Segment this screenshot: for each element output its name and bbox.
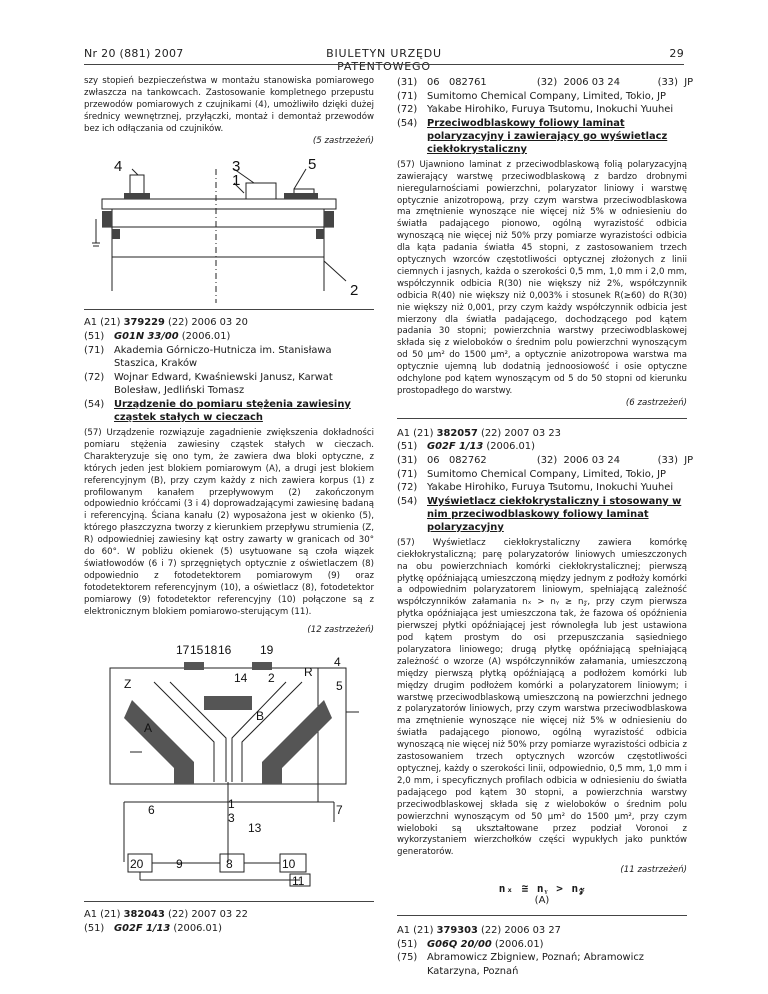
fig2-label-14: 14 [234,671,248,686]
abstract: (57) Ujawniono laminat z przeciwodblaskową folią polaryzacyjną zawierający warstwę przeciwodblaskową z bardzo drobnymi nieregularnościami powierzchni, polaryzator liniowy i warstwę optycznie anizotropową, przy czym warstwa przeciwodblaskowa ma zmętnienie wynoszące nie więcej niż 5% w odniesieniu do światła padającego pionowo, ogólną wyrazistość odbicia wynoszącą nie więcej niż 50% przy pomiarze wyrazistości odbicia dla kąta padania światła 45 stopni, z zastosowaniem trzech optycznych wzorców częstotliwości optycznej złożonych z linii ciemnych i jasnych, każda o szerokości 0,5 mm, 1,0 mm i 2,0 mm, współczynnik odbicia R(30) nie większy niż 2%, współczynnik odbicia R(40) nie większy niż 0,003% i stosunek R(≥60) do R(30) nie większy niż 0,001, przy czym każdy współczynnik odbicia jest mierzony dla światła padającego, dochodzącego pod kątem padania 30 stopni; powierzchnia warstwy przeciwodblaskowej składa się z wieloboków o średnim polu powierzchni wynoszącym od 50 µm² do 1500 µm², a optycznie anizotropowa warstwa ma optycznie ujemną lub dodatnią jednoosiowość i osie optyczne odchylone pod kątem wynoszącym od 5 do 50 stopni od kierunku prostopadłego do warstwy. [397,159,687,396]
inventors: Wojnar Edward, Kwaśniewski Janusz, Karwat Bolesław, Jedliński Tomasz [114,371,333,397]
entry-line-21-22: A1 (21) 379303 (22) 2006 03 27 [397,924,561,936]
fig1-label-1: 1 [232,172,241,190]
page-number: 29 [669,47,684,60]
entry-line-21-22: A1 (21) 379229 (22) 2006 03 20 [84,317,248,329]
fig1-label-3: 3 [232,158,241,176]
application-number: 379303 [436,924,478,936]
entry-382043-continued: (31) 06 082761 (32) 2006 03 24 (33) JP (71) Sumitomo Chemical Company, Limited, Tokio, JP (72) Yakabe Hirohiko, Furuya Tsutomu, Inokuchi Yuuhei [397,77,694,116]
applicant: Akademia Górniczo-Hutnicza im. Stanisława Staszica, Kraków [114,344,332,370]
invention-title: Wyświetlacz ciekłokrystaliczny i stosowany w nim przeciwodblaskowy foliowy laminat polaryzacyjny [427,495,682,533]
formula-label: (A) [534,895,550,907]
fig2-label-2: 2 [268,671,275,686]
priority: 06 082762 (32) 2006 03 24 (33) JP [427,455,694,466]
ipc-code: G02F 1/13 [427,441,484,453]
fig2-label-B: B [256,709,265,724]
fig2-label-16: 16 [218,643,232,658]
fig1-label-4: 4 [114,158,123,176]
claims-count: (6 zastrzeżeń) [625,397,687,408]
fig2-label-1: 1 [228,797,235,812]
entry-379303: A1 (21) 379303 (22) 2006 03 27 (51) G06Q 20/00 (2006.01) (75) Abramowicz Zbigniew, Poznań; Abramowicz Katarzyna, Poznań [397,924,687,978]
application-number: 379229 [123,317,165,329]
ipc-code: G06Q 20/00 [427,938,492,950]
application-number: 382043 [123,909,165,921]
claims-count: (11 zastrzeżeń) [620,865,687,876]
left-column: szy stopień bezpieczeństwa w montażu stanowiska pomiarowego zwłaszcza na tankowcach. Zastosowanie kompletnego przepustu przewodów pomiarowych z czujnikami (4), umożliwiło dzięki dużej średnicy wewnętrznej, przyłączki, montaż i demontaż przewodów bez ich odłączania od czujników. (5 zastrzeżeń) 4 3 5 1 2 A1 (21) 379229 (22) 2006 03 20 (51) G01N 33/00 (2006.01) (71) Akademia Górniczo-Hutnicza im. Stanisława Staszica, Kraków (72) Wojnar Edward, Kwaśniewski Janusz, Karwat Bolesław, Jedliński Tomasz (54) Urządzenie do pomiaru stężenia zawiesiny cząstek stałych w cieczach (57) Urządzenie rozwiązuje zagadnienie zwiększenia dokładności pomiaru stężenia zawiesiny cząstek stałych w cieczach. Charakteryzuje się ono tym, że zawiera dwa bloki optyczne, z których jeden jest blokiem pomiarowym (A), a drugi jest blokiem referencyjnym (B), przy czym każdy z nich zawiera korpus (1) z profilowanym kanałem przepływowym (2) zakończonym odpowiednio króćcami (3 i 4) doprowadzającymi zawiesinę badaną i referencyjną. Ściana kanału (2) wyposażona jest w okienko (5), którego płaszczyzna tworzy z kierunkiem przepływu strumienia (Z, R) odpowiedniej zawiesiny kąt ostry zawarty w granicach od 30° do 60°. W pobliżu okienek (5) usytuowane są czoła wiązek światłowodów (6 i 7) sprzęgniętych optycznie z oświetlaczem (8) odpowiednio z fotodetektorem pomiarowym (9) oraz fotodetektorem referencyjnym (10), a oświetlacz (8), fotodetektor pomiarowy (9) fotodetektor referencyjny (10) połączone są z elektronicznym blokiem pomiarowo-sterującym (11). (12 zastrzeżeń) 17 15 18 16 19 4 Z 14 2 R 5 A B 1 3 7 6 13 20 9 8 10 11 A1 (21) 382043 (22) 2007 03 22 (51) G02F 1/13 (2006.01) [84,76,374,934]
fig2-label-19: 19 [260,643,274,658]
application-number: 382057 [436,427,478,439]
fig2-label-Z: Z [124,677,132,692]
fig2-label-11: 11 [292,874,305,888]
fig2-label-R: R [304,665,313,680]
right-column: (31) 06 082761 (32) 2006 03 24 (33) JP (71) Sumitomo Chemical Company, Limited, Tokio, JP (72) Yakabe Hirohiko, Furuya Tsutomu, Inokuchi Yuuhei (54) Przeciwodblaskowy foliowy laminat polaryzacyjny i zawierający go wyświetlacz ciekłokrystaliczny (57) Ujawniono laminat z przeciwodblaskową folią polaryzacyjną zawierający warstwę przeciwodblaskową z bardzo drobnymi nieregularnościami powierzchni, polaryzator liniowy i warstwę optycznie anizotropową, przy czym warstwa przeciwodblaskowa ma zmętnienie wynoszące nie więcej niż 5% w odniesieniu do światła padającego pionowo, ogólną wyrazistość odbicia wynoszącą nie więcej niż 50% przy pomiarze wyrazistości odbicia dla kąta padania światła 45 stopni, z zastosowaniem trzech optycznych wzorców częstotliwości optycznej złożonych z linii ciemnych i jasnych, każda o szerokości 0,5 mm, 1,0 mm i 2,0 mm, współczynnik odbicia R(30) nie większy niż 2%, współczynnik odbicia R(40) nie większy niż 0,003% i stosunek R(≥60) do R(30) nie większy niż 0,001, przy czym każdy współczynnik odbicia jest mierzony dla światła padającego, dochodzącego pod kątem padania 30 stopni; powierzchnia warstwy przeciwodblaskowej składa się z wieloboków o średnim polu powierzchni wynoszącym od 50 µm² do 1500 µm², a optycznie anizotropowa warstwa ma optycznie ujemną lub dodatnią jednoosiowość i osie optyczne odchylone pod kątem wynoszącym od 5 do 50 stopni od kierunku prostopadłego do warstwy. (6 zastrzeżeń) A1 (21) 382057 (22) 2007 03 23 (51) G02F 1/13 (2006.01) (31) 06 082762 (32) 2006 03 24 (33) JP (71) Sumitomo Chemical Company, Limited, Tokio, JP (72) Yakabe Hirohiko, Furuya Tsutomu, Inokuchi Yuuhei (54) Wyświetlacz ciekłokrystaliczny i stosowany w nim przeciwodblaskowy foliowy laminat polaryzacyjny (57) Wyświetlacz ciekłokrystaliczny zawiera komórkę ciekłokrystaliczną; parę polaryzatorów liniowych umieszczonych na obu powierzchniach komórki ciekłokrystalicznej; pierwszą płytkę opóźniającą umieszczoną między jednym z podłoży komórki a odpowiednim polaryzatorem liniowym, spełniającą zależność współczynników załamania nₓ > nᵧ ≥ n𝓏, przy czym pierwsza płytka opóźniająca jest umieszczona tak, że fazowa oś opóźnienia pierwszej płytki opóźniającej jest równoległa lub jest ustawiona pod kątem prostym do osi przepuszczania sąsiedniego polaryzatora liniowego; drugą płytkę opóźniającą spełniającą zależność o wzorze (A) współczynników załamania, umieszczoną między pierwszą płytką opóźniającą a podłożem komórki lub między drugim podłożem komórki a polaryzatorem liniowym; i warstwę przeciwodblaskową umieszczoną na powierzchni jednego z polaryzatorów liniowych, przy czym warstwa przeciwodblaskowa ma zmętnienie wynoszące nie więcej niż 5% w odniesieniu do światła padającego pionowo, ogólną wyrazistość odbicia wynoszącą nie więcej niż 50% przy pomiarze wyrazistości odbicia z zastosowaniem trzech optycznych wzorców częstotliwości optycznej, każdy o szerokości linii, odpowiednio, 0,5 mm, 1,0 mm i 2,0 mm, i specyficznych profilach odbicia w odniesieniu do światła padającego pod kątem 30 stopni, a powierzchnia warstwy przeciwodblaskowej składa się z wieloboków o średnim polu powierzchni wynoszącym od 50 µm² do 1500 µm², przy czym wieloboki są ukształtowane przez podział Voronoi z wykorzystaniem wierzchołków części wypukłych jako punktów generatorów. (11 zastrzeżeń) nₓ ≅ nᵧ > n𝓏 (A) A1 (21) 379303 (22) 2006 03 27 (51) G06Q 20/00 (2006.01) (75) Abramowicz Zbigniew, Poznań; Abramowicz Katarzyna, Poznań [397,77,694,977]
fig2-label-13: 13 [248,821,262,836]
fig2-label-3: 3 [228,811,235,826]
figure-measuring-stand [84,153,374,303]
intro-claims: (5 zastrzeżeń) [312,135,374,146]
fig1-label-5: 5 [308,156,317,174]
fig2-label-4: 4 [334,655,341,670]
inventors: Yakabe Hirohiko, Furuya Tsutomu, Inokuchi Yuuhei [427,482,674,494]
fig2-label-10: 10 [282,857,296,872]
entry-line-21-22: A1 (21) 382057 (22) 2007 03 23 [397,427,561,439]
entry-379229: A1 (21) 379229 (22) 2006 03 20 (51) G01N 33/00 (2006.01) (71) Akademia Górniczo-Hutnicza im. Stanisława Staszica, Kraków (72) Wojnar Edward, Kwaśniewski Janusz, Karwat Bolesław, Jedliński Tomasz [84,316,374,398]
fig2-label-18: 18 [204,643,218,658]
intro-text: szy stopień bezpieczeństwa w montażu stanowiska pomiarowego zwłaszcza na tankowcach. Zastosowanie kompletnego przepustu przewodów pomiarowych z czujnikami (4), umożliwiło dzięki dużej średnicy wewnętrznej, przyłączki, montaż i demontaż przewodów bez ich odłączania od czujników. [84,76,374,134]
fig2-label-6: 6 [148,803,155,818]
inventors: Yakabe Hirohiko, Furuya Tsutomu, Inokuchi Yuuhei [427,104,674,116]
fig2-label-8: 8 [226,857,233,872]
invention-title: Przeciwodblaskowy foliowy laminat polaryzacyjny i zawierający go wyświetlacz ciekłokrystaliczny [427,117,668,155]
ipc-code: G02F 1/13 [114,923,171,934]
invention-title: Urządzenie do pomiaru stężenia zawiesiny cząstek stałych w cieczach [114,399,351,423]
abstract: (57) Urządzenie rozwiązuje zagadnienie zwiększenia dokładności pomiaru stężenia zawiesiny cząstek stałych w cieczach. Charakteryzuje się ono tym, że zawiera dwa bloki optyczne, z których jeden jest blokiem pomiarowym (A), a drugi jest blokiem referencyjnym (B), przy czym każdy z nich zawiera korpus (1) z profilowanym kanałem przepływowym (2) zakończonym odpowiednio króćcami (3 i 4) doprowadzającymi zawiesinę badaną i referencyjną. Ściana kanału (2) wyposażona jest w okienko (5), którego płaszczyzna tworzy z kierunkiem przepływu strumienia (Z, R) odpowiedniej zawiesiny kąt ostry zawarty w granicach od 30° do 60°. W pobliżu okienek (5) usytuowane są czoła wiązek światłowodów (6 i 7) sprzęgniętych optycznie z oświetlaczem (8) odpowiednio z fotodetektorem pomiarowym (9) oraz fotodetektorem referencyjnym (10), a oświetlacz (8), fotodetektor pomiarowy (9) fotodetektor referencyjny (10) połączone są z elektronicznym blokiem pomiarowo-sterującym (11). [84,428,374,617]
ipc-code: G01N 33/00 [114,331,179,343]
fig2-label-5: 5 [336,679,343,694]
header-rule [84,64,684,65]
fig2-label-7: 7 [336,803,343,818]
priority: 06 082761 (32) 2006 03 24 (33) JP [427,77,694,88]
entry-382043: A1 (21) 382043 (22) 2007 03 22 (51) G02F 1/13 (2006.01) [84,908,374,935]
entry-line-21-22: A1 (21) 382043 (22) 2007 03 22 [84,909,248,921]
fig2-label-A: A [144,721,153,736]
fig2-label-17: 17 [176,643,190,658]
fig2-label-15: 15 [190,643,204,658]
abstract: (57) Wyświetlacz ciekłokrystaliczny zawiera komórkę ciekłokrystaliczną; parę polaryzatorów liniowych umieszczonych na obu powierzchniach komórki ciekłokrystalicznej; pierwszą płytkę opóźniającą umieszczoną między jednym z podłoży komórki a odpowiednim polaryzatorem liniowym, spełniającą zależność współczynników załamania nₓ > nᵧ ≥ n𝓏, przy czym pierwsza płytka opóźniająca jest umieszczona tak, że fazowa oś opóźnienia pierwszej płytki opóźniającej jest równoległa lub jest ustawiona pod kątem prostym do osi przepuszczania sąsiedniego polaryzatora liniowego; drugą płytkę opóźniającą spełniającą zależność o wzorze (A) współczynników załamania, umieszczoną między pierwszą płytką opóźniającą a podłożem komórki lub między drugim podłożem komórki a polaryzatorem liniowym; i warstwę przeciwodblaskową umieszczoną na powierzchni jednego z polaryzatorów liniowych, przy czym warstwa przeciwodblaskowa ma zmętnienie wynoszące nie więcej niż 5% w odniesieniu do światła padającego pionowo, ogólną wyrazistość odbicia wynoszącą nie więcej niż 50% przy pomiarze wyrazistości odbicia z zastosowaniem trzech optycznych wzorców częstotliwości optycznej, każdy o szerokości linii, odpowiednio, 0,5 mm, 1,0 mm i 2,0 mm, i specyficznych profilach odbicia w odniesieniu do światła padającego pod kątem 30 stopni, a powierzchnia warstwy przeciwodblaskowej składa się z wieloboków o średnim polu powierzchni wynoszącym od 50 µm² do 1500 µm², przy czym wieloboki są ukształtowane przez podział Voronoi z wykorzystaniem wierzchołków części wypukłych jako punktów generatorów. [397,537,687,858]
applicant: Sumitomo Chemical Company, Limited, Tokio, JP [427,468,666,480]
issue-number: Nr 20 (881) 2007 [84,47,184,60]
applicant: Sumitomo Chemical Company, Limited, Tokio, JP [427,90,666,102]
figure-optical-blocks [84,642,374,887]
fig1-label-2: 2 [350,282,359,300]
publication-title: BIULETYN URZĘDU PATENTOWEGO [326,47,442,73]
formula-a: nₓ ≅ nᵧ > n𝓏 [498,882,586,896]
entry-382057: A1 (21) 382057 (22) 2007 03 23 (51) G02F 1/13 (2006.01) (31) 06 082762 (32) 2006 03 24 (33) JP (71) Sumitomo Chemical Company, Limited, Tokio, JP (72) Yakabe Hirohiko, Furuya Tsutomu, Inokuchi Yuuhei [397,427,694,494]
inventors: Abramowicz Zbigniew, Poznań; Abramowicz Katarzyna, Poznań [427,952,644,977]
fig2-label-9: 9 [176,857,183,872]
claims-count: (12 zastrzeżeń) [307,624,374,635]
fig2-label-20: 20 [130,857,144,872]
